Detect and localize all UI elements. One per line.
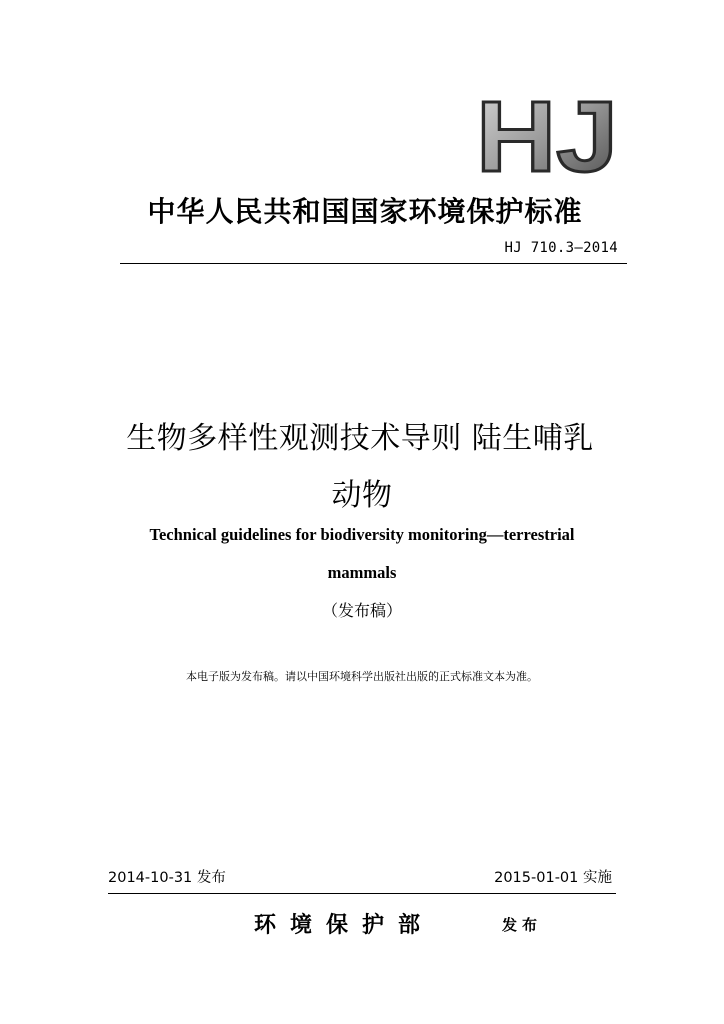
footer-divider bbox=[108, 893, 616, 894]
standard-number: HJ 710.3—2014 bbox=[504, 240, 618, 256]
implementation-date: 2015-01-01 实施 bbox=[494, 870, 612, 886]
title-cn-line2: 动物 bbox=[331, 478, 393, 513]
issuer-title: 中华人民共和国国家环境保护标准 bbox=[147, 195, 583, 228]
title-en-line2: mammals bbox=[327, 563, 397, 582]
hj-logo-text: HJ bbox=[476, 93, 618, 177]
hj-logo-graphic bbox=[474, 93, 624, 177]
draft-label: （发布稿） bbox=[321, 601, 402, 620]
header-divider bbox=[120, 263, 627, 264]
hj-logo bbox=[474, 93, 624, 177]
edition-note: 本电子版为发布稿。请以中国环境科学出版社出版的正式标准文本为准。 bbox=[186, 670, 538, 683]
title-en-line1: Technical guidelines for biodiversity monitoring—terrestrial bbox=[149, 525, 575, 544]
publish-label: 发布 bbox=[502, 916, 543, 934]
title-cn-line1: 生物多样性观测技术导则 陆生哺乳 bbox=[126, 421, 594, 456]
issue-date: 2014-10-31 发布 bbox=[108, 870, 226, 886]
issuing-ministry: 环境保护部 bbox=[254, 912, 435, 938]
